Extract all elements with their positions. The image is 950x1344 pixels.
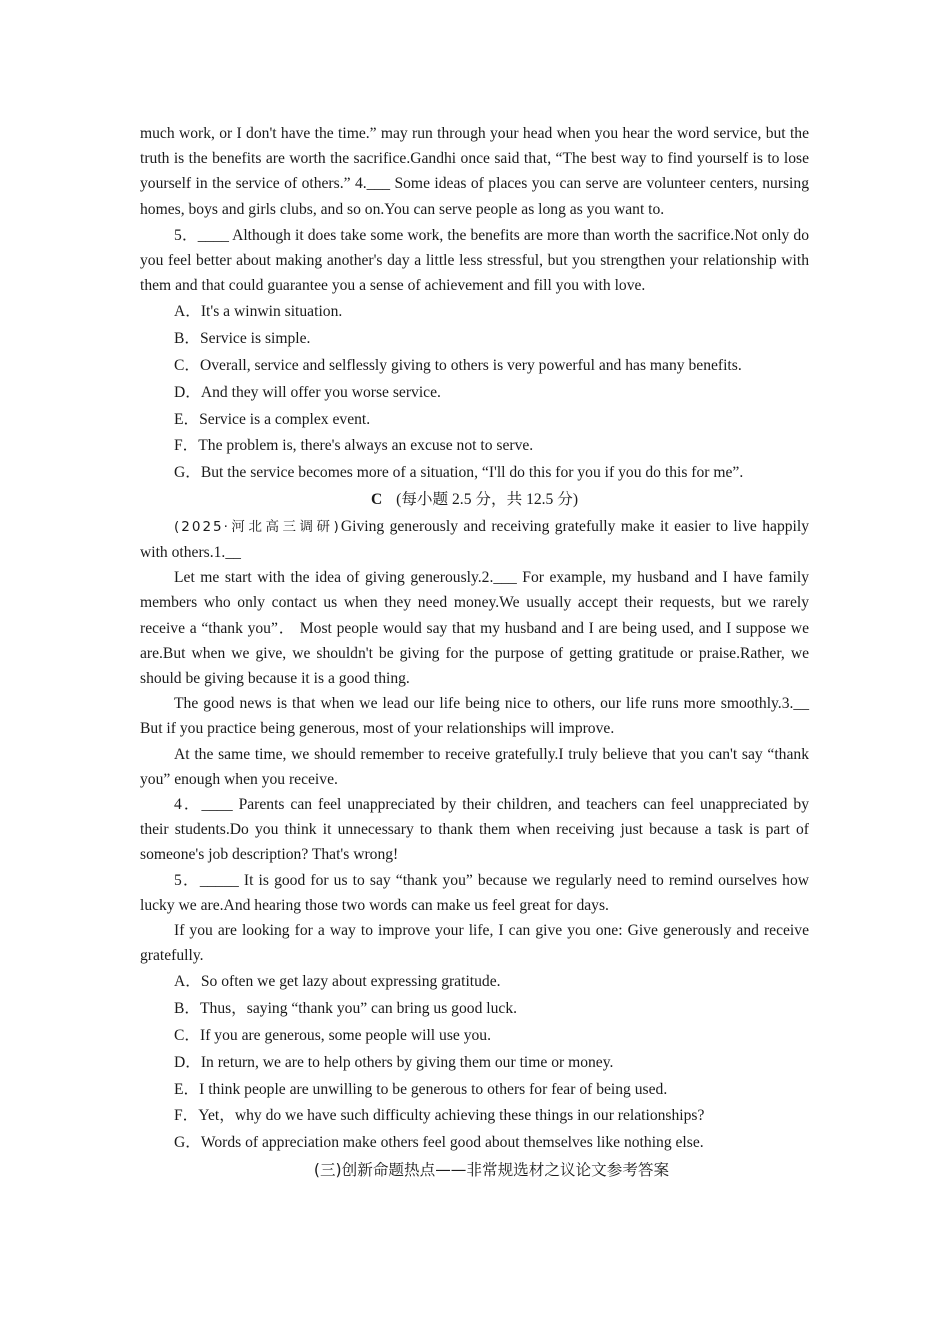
option-b: B．Service is simple. [174,330,311,348]
passage-c-options [140,969,809,1157]
passage-b-paragraph-1: much work, or I don't have the time.” may run through your head when you hear the word service, but the truth is the benefits are worth the sacrifice.Gandhi once said that, “The best way to find yourself is to lose yourself in the service of others.” 4.___ Some ideas of places you can serve are volunteer centers, nursing homes, boys and girls clubs, and so on.You can serve people as long as you want to. [140,125,809,218]
option-g: G．But the service becomes more of a situation, “I'll do this for you if you do this for me”. [174,464,744,482]
option-d: D．In return, we are to help others by giving them our time or money. [174,1053,614,1071]
passage-c-paragraph-6: 5．_____ It is good for us to say “thank you” because we regularly need to remind ourselves how lucky we are.And hearing those two words can make us feel great for days. [140,871,809,914]
section-heading [140,487,809,514]
option-a: A．So often we get lazy about expressing gratitude. [174,973,501,991]
option-c: C．If you are generous, some people will use you. [174,1027,491,1045]
section-letter: C [370,491,383,508]
passage-b-paragraph-2: 5．____ Although it does take some work, the benefits are more than worth the sacrifice.Not only do you feel better about making another's day a little less stressful, but you strengthen your relationship with them and that could guarantee you a sense of achievement and fill you with love. [140,226,809,295]
answer-key-heading: (三)创新命题热点——非常规选材之议论文参考答案 [313,1161,670,1180]
option-b: B．Thus，saying “thank you” can bring us good luck. [174,1000,518,1018]
option-f: F．Yet，why do we have such difficulty achieving these things in our relationships? [174,1107,705,1125]
option-g: G．Words of appreciation make others feel good about themselves like nothing else. [174,1134,704,1152]
option-e: E．Service is a complex event. [174,410,371,428]
passage-c-paragraph-2: Let me start with the idea of giving generously.2.___ For example, my husband and I have family members who only contact us when they need money.We usually accept their requests, but we rarely receive a “thank you”． Most people would say that my husband and I are being used, and I suppose we are.But when we give, we shouldn't be giving for the purpose of getting gratitude or praise.Rather, we should be giving because it is a good thing. [140,569,809,688]
option-f: F．The problem is, there's always an excuse not to serve. [174,437,534,455]
source-tag: (2025·河北高三调研) [174,518,341,535]
passage-c-intro: Giving generously and receiving gratefully make it easier to live happily with others.1.__ [140,517,809,561]
section-score: (每小题 2.5 分，共 12.5 分) [396,491,579,508]
passage-c-paragraph-5: 4．____ Parents can feel unappreciated by their children, and teachers can feel unappreciated by their students.Do you think it unnecessary to thank them when receiving just because a task is part of someone's job description? That's wrong! [140,796,809,864]
passage-c-paragraph-7: If you are looking for a way to improve your life, I can give you one: Give generously and receive gratefully. [140,922,809,965]
document-page [140,121,809,1184]
option-e: E．I think people are unwilling to be generous to others for fear of being used. [174,1080,668,1098]
passage-c-paragraph-1 [140,514,809,565]
option-c: C．Overall, service and selflessly giving to others is very powerful and has many benefits. [174,357,742,375]
option-a: A．It's a winwin situation. [174,303,343,321]
option-d: D．And they will offer you worse service. [174,383,441,401]
passage-b-options [140,299,809,487]
passage-c-paragraph-3: The good news is that when we lead our life being nice to others, our life runs more smoothly.3.__ But if you practice being generous, most of your relationships will improve. [140,695,809,738]
passage-c-paragraph-4: At the same time, we should remember to receive gratefully.I truly believe that you can't say “thank you” enough when you receive. [140,745,809,788]
